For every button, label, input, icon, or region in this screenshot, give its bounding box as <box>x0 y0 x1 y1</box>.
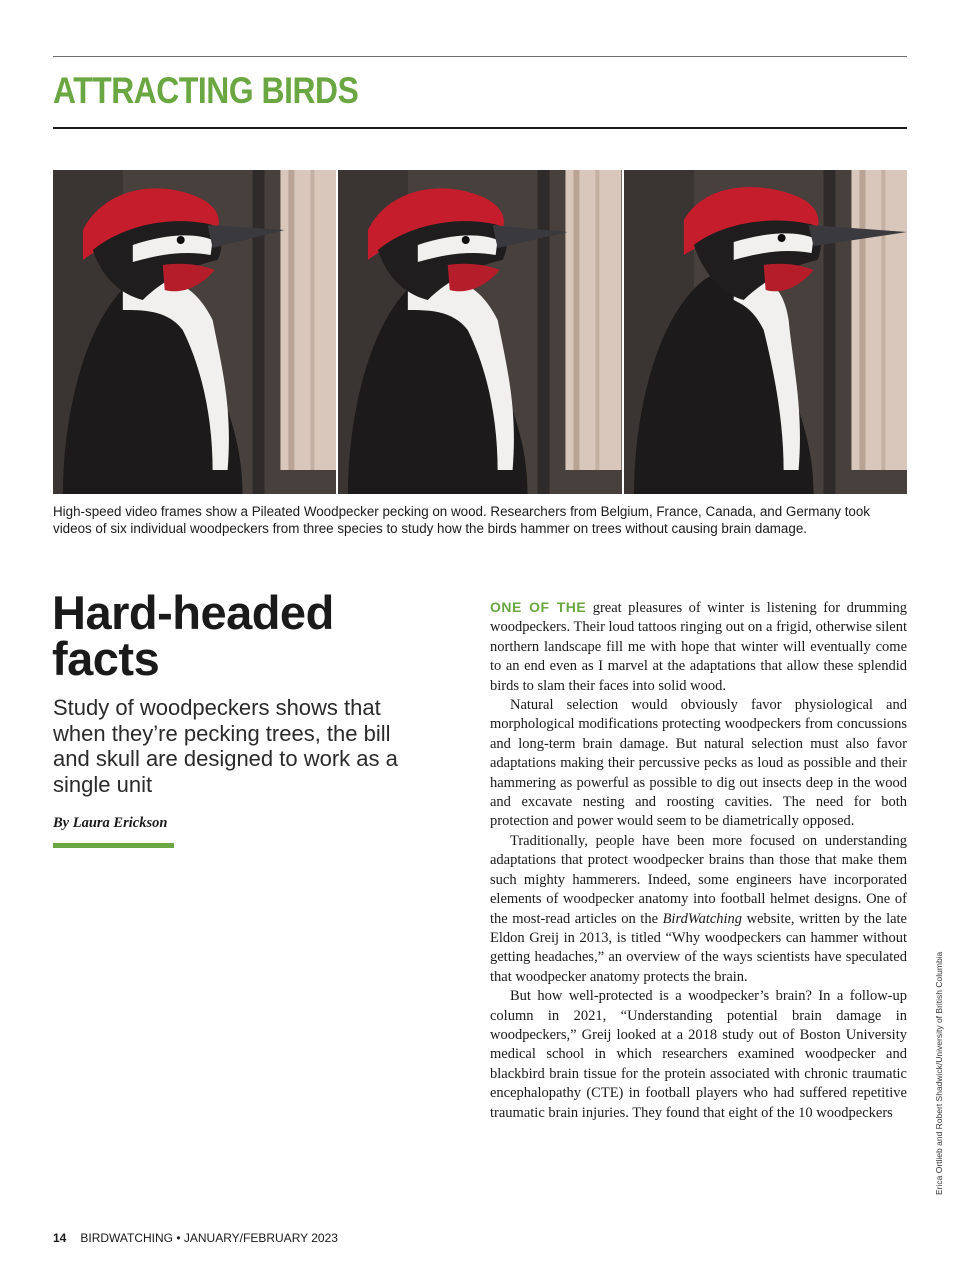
photo-strip <box>53 170 907 494</box>
publication-name: BirdWatching <box>662 910 743 927</box>
body-text: website, written by the late Eldon Greij in 2013, is titled “Why woodpeckers can hammer without getting headaches,” an overview of the ways scientists have speculated that woodpecker anatomy protects the brain. <box>490 910 907 985</box>
article-byline: By Laura Erickson <box>53 815 168 831</box>
body-text: great pleasures of winter is listening for drumming woodpeckers. Their loud tattoos ringing out on a frigid, otherwise silent northern landscape fill me with hope that winter will eventually come to an end even as I marvel at the adaptations that allow these splendid birds to slam their faces into solid wood. <box>490 600 907 694</box>
woodpecker-frame-1 <box>53 170 336 494</box>
photo-credit: Erica Ortlieb and Robert Shadwick/University of British Columbia <box>934 951 944 1195</box>
body-paragraph <box>490 832 907 987</box>
page-footer <box>53 1231 338 1245</box>
article-deck: Study of woodpeckers shows that when they’re pecking trees, the bill and skull are designed to work as a single unit <box>53 695 398 797</box>
woodpecker-frame-3 <box>622 170 907 494</box>
body-paragraph: Natural selection would obviously favor physiological and morphological modifications protecting woodpeckers from concussions and long-term brain damage. But natural selection must also favor adaptations making their percussive pecks as loud as possible and their hammering as powerful as possible to dig out insects deep in the wood and excavate nesting and roosting cavities. The need for both protection and power would seem to be diametrically opposed. <box>490 697 907 830</box>
photo-caption: High-speed video frames show a Pileated Woodpecker pecking on wood. Researchers from Belgium, France, Canada, and Germany took videos of six individual woodpeckers from three species to study how the birds hammer on trees without causing brain damage. <box>53 504 871 536</box>
woodpecker-frame-2 <box>336 170 621 494</box>
article-body <box>490 598 907 1123</box>
lead-in: ONE OF THE <box>490 599 587 615</box>
page-number: 14 <box>53 1231 67 1245</box>
header-rule-bottom <box>53 127 907 129</box>
section-title: ATTRACTING BIRDS <box>53 70 359 111</box>
body-paragraph <box>490 598 907 696</box>
article-headline: Hard-headed facts <box>52 586 334 685</box>
body-paragraph: But how well-protected is a woodpecker’s brain? In a follow-up column in 2021, “Understanding potential brain damage in woodpeckers,” Greij looked at a 2018 study out of Boston University medical school in which researchers examined woodpecker and blackbird brain tissue for the protein associated with chronic traumatic encephalopathy (CTE) in football players who had suffered repetitive traumatic brain injuries. They found that eight of the 10 woodpeckers <box>490 988 907 1121</box>
byline-accent-bar <box>53 843 174 848</box>
publication-line: BIRDWATCHING • JANUARY/FEBRUARY 2023 <box>80 1231 338 1245</box>
body-text: Traditionally, people have been more focused on understanding adaptations that protect woodpecker brains than those that make them such mighty hammerers. Indeed, some engineers have incorporated elements of woodpecker anatomy into football helmet designs. One of the most-read articles on the <box>490 832 907 927</box>
header-rule-top <box>53 56 907 57</box>
